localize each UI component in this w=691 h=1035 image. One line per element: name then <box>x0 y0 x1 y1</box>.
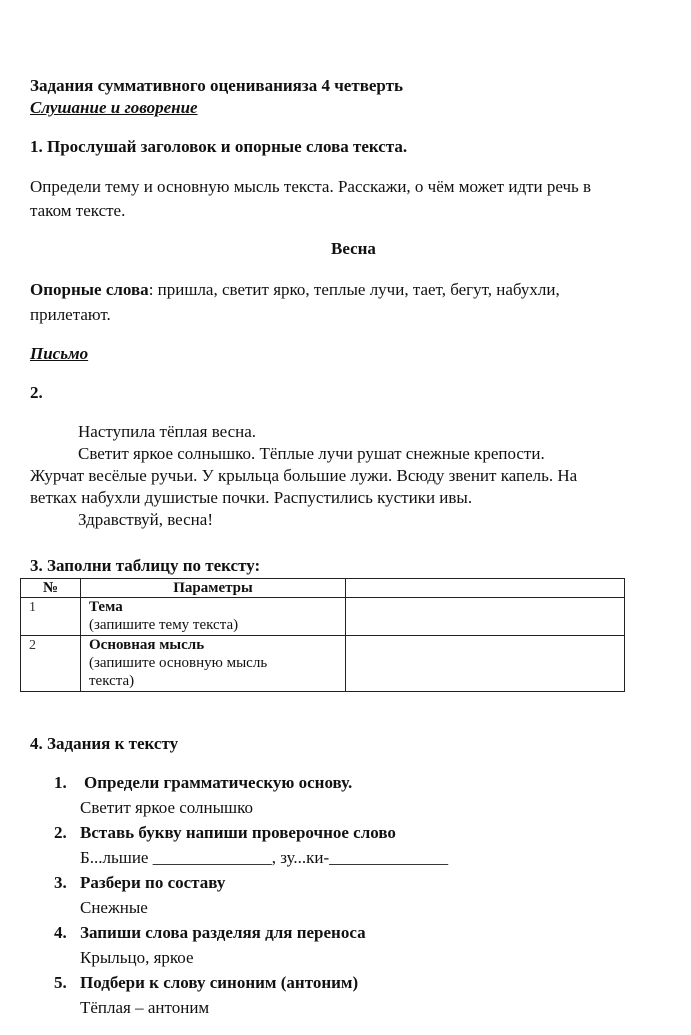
list-item <box>54 973 358 993</box>
list-item <box>54 923 366 943</box>
text-line: Наступила тёплая весна. <box>78 422 257 441</box>
section-heading-writing: Письмо <box>30 344 89 363</box>
task2-label: 2. <box>30 383 43 402</box>
key-words-label: Опорные слова <box>30 280 149 299</box>
item-content: Крыльцо, яркое <box>80 948 194 967</box>
item-title: Запиши слова разделяя для переноса <box>80 923 366 942</box>
item-number: 5. <box>54 973 67 992</box>
param-hint: (запишите тему текста) <box>89 617 239 633</box>
list-item <box>54 823 396 843</box>
list-item <box>54 873 225 893</box>
task3-heading: 3. Заполни таблицу по тексту: <box>30 556 261 575</box>
parameters-table <box>20 578 625 692</box>
text-title: Весна <box>331 239 376 258</box>
item-number: 4. <box>54 923 67 942</box>
param-title: Тема <box>89 599 123 615</box>
text-line: Светит яркое солнышко. Тёплые лучи рушат снежные крепости. <box>78 444 545 463</box>
task1-instruction-line2: таком тексте. <box>30 201 126 220</box>
row-number: 2 <box>29 638 36 653</box>
item-content: Снежные <box>80 898 148 917</box>
table-header-parameters: Параметры <box>81 579 346 598</box>
item-number: 1. <box>54 773 67 792</box>
key-words-list: : пришла, светит ярко, теплые лучи, тает, бегут, набухли, <box>148 280 560 299</box>
param-hint: (запишите основную мысль <box>89 655 268 671</box>
item-number: 2. <box>54 823 67 842</box>
text-line: Журчат весёлые ручьи. У крыльца большие лужи. Всюду звенит капель. На <box>30 466 578 485</box>
item-title: Вставь букву напиши проверочное слово <box>80 823 396 842</box>
text-line: Здравствуй, весна! <box>78 510 213 529</box>
section-heading-listening: Слушание и говорение <box>30 98 198 117</box>
param-hint: текста) <box>89 673 135 689</box>
item-content: Светит яркое солнышко <box>80 798 254 817</box>
table-row <box>21 598 625 636</box>
text-line: ветках набухли душистые почки. Распустились кустики ивы. <box>30 488 473 507</box>
table-header-number: № <box>21 579 81 598</box>
table-header-row <box>21 579 625 598</box>
table-header-answer <box>346 579 625 598</box>
table-row <box>21 636 625 692</box>
task1-instruction-line1: Определи тему и основную мысль текста. Расскажи, о чём может идти речь в <box>30 177 592 196</box>
answer-cell[interactable] <box>346 636 625 692</box>
item-content: Б...льшие ______________, зу...ки-______________ <box>80 848 449 867</box>
answer-cell[interactable] <box>346 598 625 636</box>
item-number: 3. <box>54 873 67 892</box>
document-title: Задания суммативного оцениванияза 4 четверть <box>30 76 403 95</box>
item-title: Подбери к слову синоним (антоним) <box>80 973 359 992</box>
param-title: Основная мысль <box>89 637 205 653</box>
key-words-line1 <box>30 280 560 300</box>
item-content: Тёплая – антоним <box>80 998 210 1017</box>
item-title: Определи грамматическую основу. <box>84 773 353 792</box>
item-title: Разбери по составу <box>80 873 226 892</box>
row-number: 1 <box>29 600 36 615</box>
key-words-line2: прилетают. <box>30 305 111 324</box>
list-item <box>54 773 352 793</box>
task4-heading: 4. Задания к тексту <box>30 734 179 753</box>
task1-heading: 1. Прослушай заголовок и опорные слова текста. <box>30 137 408 156</box>
